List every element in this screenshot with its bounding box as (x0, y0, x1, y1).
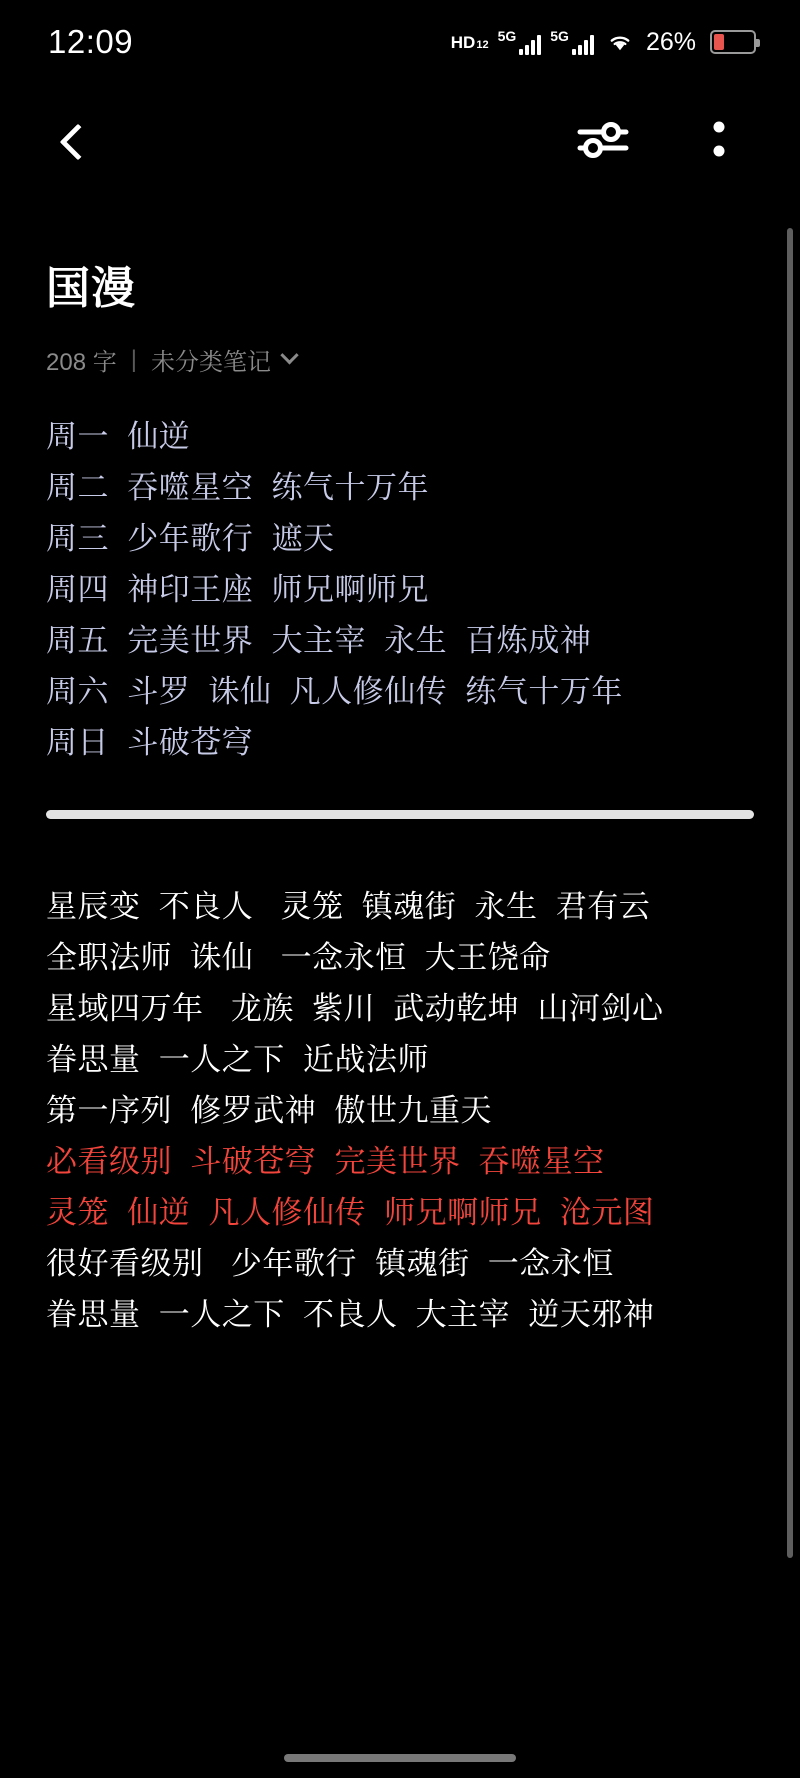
battery-icon (710, 30, 756, 54)
signal-bars-2-icon (572, 33, 594, 55)
hd-sub: 2 (482, 38, 489, 51)
status-time: 12:09 (48, 23, 134, 60)
list-line: 很好看级别 少年歌行 镇魂街 一念永恒 (46, 1246, 614, 1281)
signal-2 (550, 29, 594, 55)
wifi-icon (607, 32, 633, 52)
schedule-line: 周二 吞噬星空 练气十万年 (46, 470, 429, 505)
signal-1 (498, 29, 542, 55)
back-arrow-icon (60, 124, 97, 161)
more-options-button[interactable] (690, 113, 748, 171)
sliders-icon (576, 120, 630, 165)
schedule-line: 周日 斗破苍穹 (46, 725, 254, 760)
list-line-highlight: 必看级别 斗破苍穹 完美世界 吞噬星空 (46, 1144, 605, 1179)
more-vertical-icon (710, 118, 728, 167)
hd-sup: 1 (476, 38, 483, 51)
note-content (0, 252, 800, 1340)
note-meta (46, 342, 754, 377)
network-type-2: 5G (550, 28, 569, 44)
list-line: 全职法师 诛仙 一念永恒 大王饶命 (46, 940, 551, 975)
anime-list-block[interactable] (46, 881, 754, 1340)
status-bar (0, 0, 800, 84)
list-line: 眷思量 一人之下 近战法师 (46, 1042, 429, 1077)
hd-label: HD (450, 32, 476, 52)
section-divider (46, 810, 754, 819)
list-line: 眷思量 一人之下 不良人 大主宰 逆天邪神 (46, 1297, 655, 1332)
note-title: 国漫 (46, 264, 136, 313)
note-category[interactable]: 未分类笔记 (150, 349, 271, 376)
network-type-1: 5G (497, 28, 517, 44)
status-icons (451, 28, 756, 57)
schedule-line: 周一 仙逆 (46, 419, 191, 454)
format-settings-button[interactable] (574, 113, 632, 171)
list-line: 星辰变 不良人 灵笼 镇魂街 永生 君有云 (46, 889, 651, 924)
schedule-line: 周三 少年歌行 遮天 (46, 521, 335, 556)
meta-separator: | (130, 345, 137, 373)
list-line: 第一序列 修罗武神 傲世九重天 (46, 1093, 492, 1128)
hd-voice-icon (451, 34, 489, 51)
signal-bars-1-icon (519, 33, 541, 55)
list-line: 星域四万年 龙族 紫川 武动乾坤 山河剑心 (46, 991, 664, 1026)
battery-percent: 26% (645, 27, 696, 56)
back-button[interactable] (44, 113, 102, 171)
weekly-schedule-block[interactable] (46, 411, 754, 768)
list-line-highlight: 灵笼 仙逆 凡人修仙传 师兄啊师兄 沧元图 (46, 1195, 655, 1230)
schedule-line: 周五 完美世界 大主宰 永生 百炼成神 (46, 623, 592, 658)
schedule-line: 周六 斗罗 诛仙 凡人修仙传 练气十万年 (46, 674, 623, 709)
chevron-down-icon[interactable] (280, 346, 298, 364)
home-indicator[interactable] (284, 1754, 516, 1762)
app-toolbar (0, 84, 800, 200)
schedule-line: 周四 神印王座 师兄啊师兄 (46, 572, 429, 607)
word-count: 208 字 (46, 349, 117, 376)
scrollbar[interactable] (787, 228, 793, 1558)
